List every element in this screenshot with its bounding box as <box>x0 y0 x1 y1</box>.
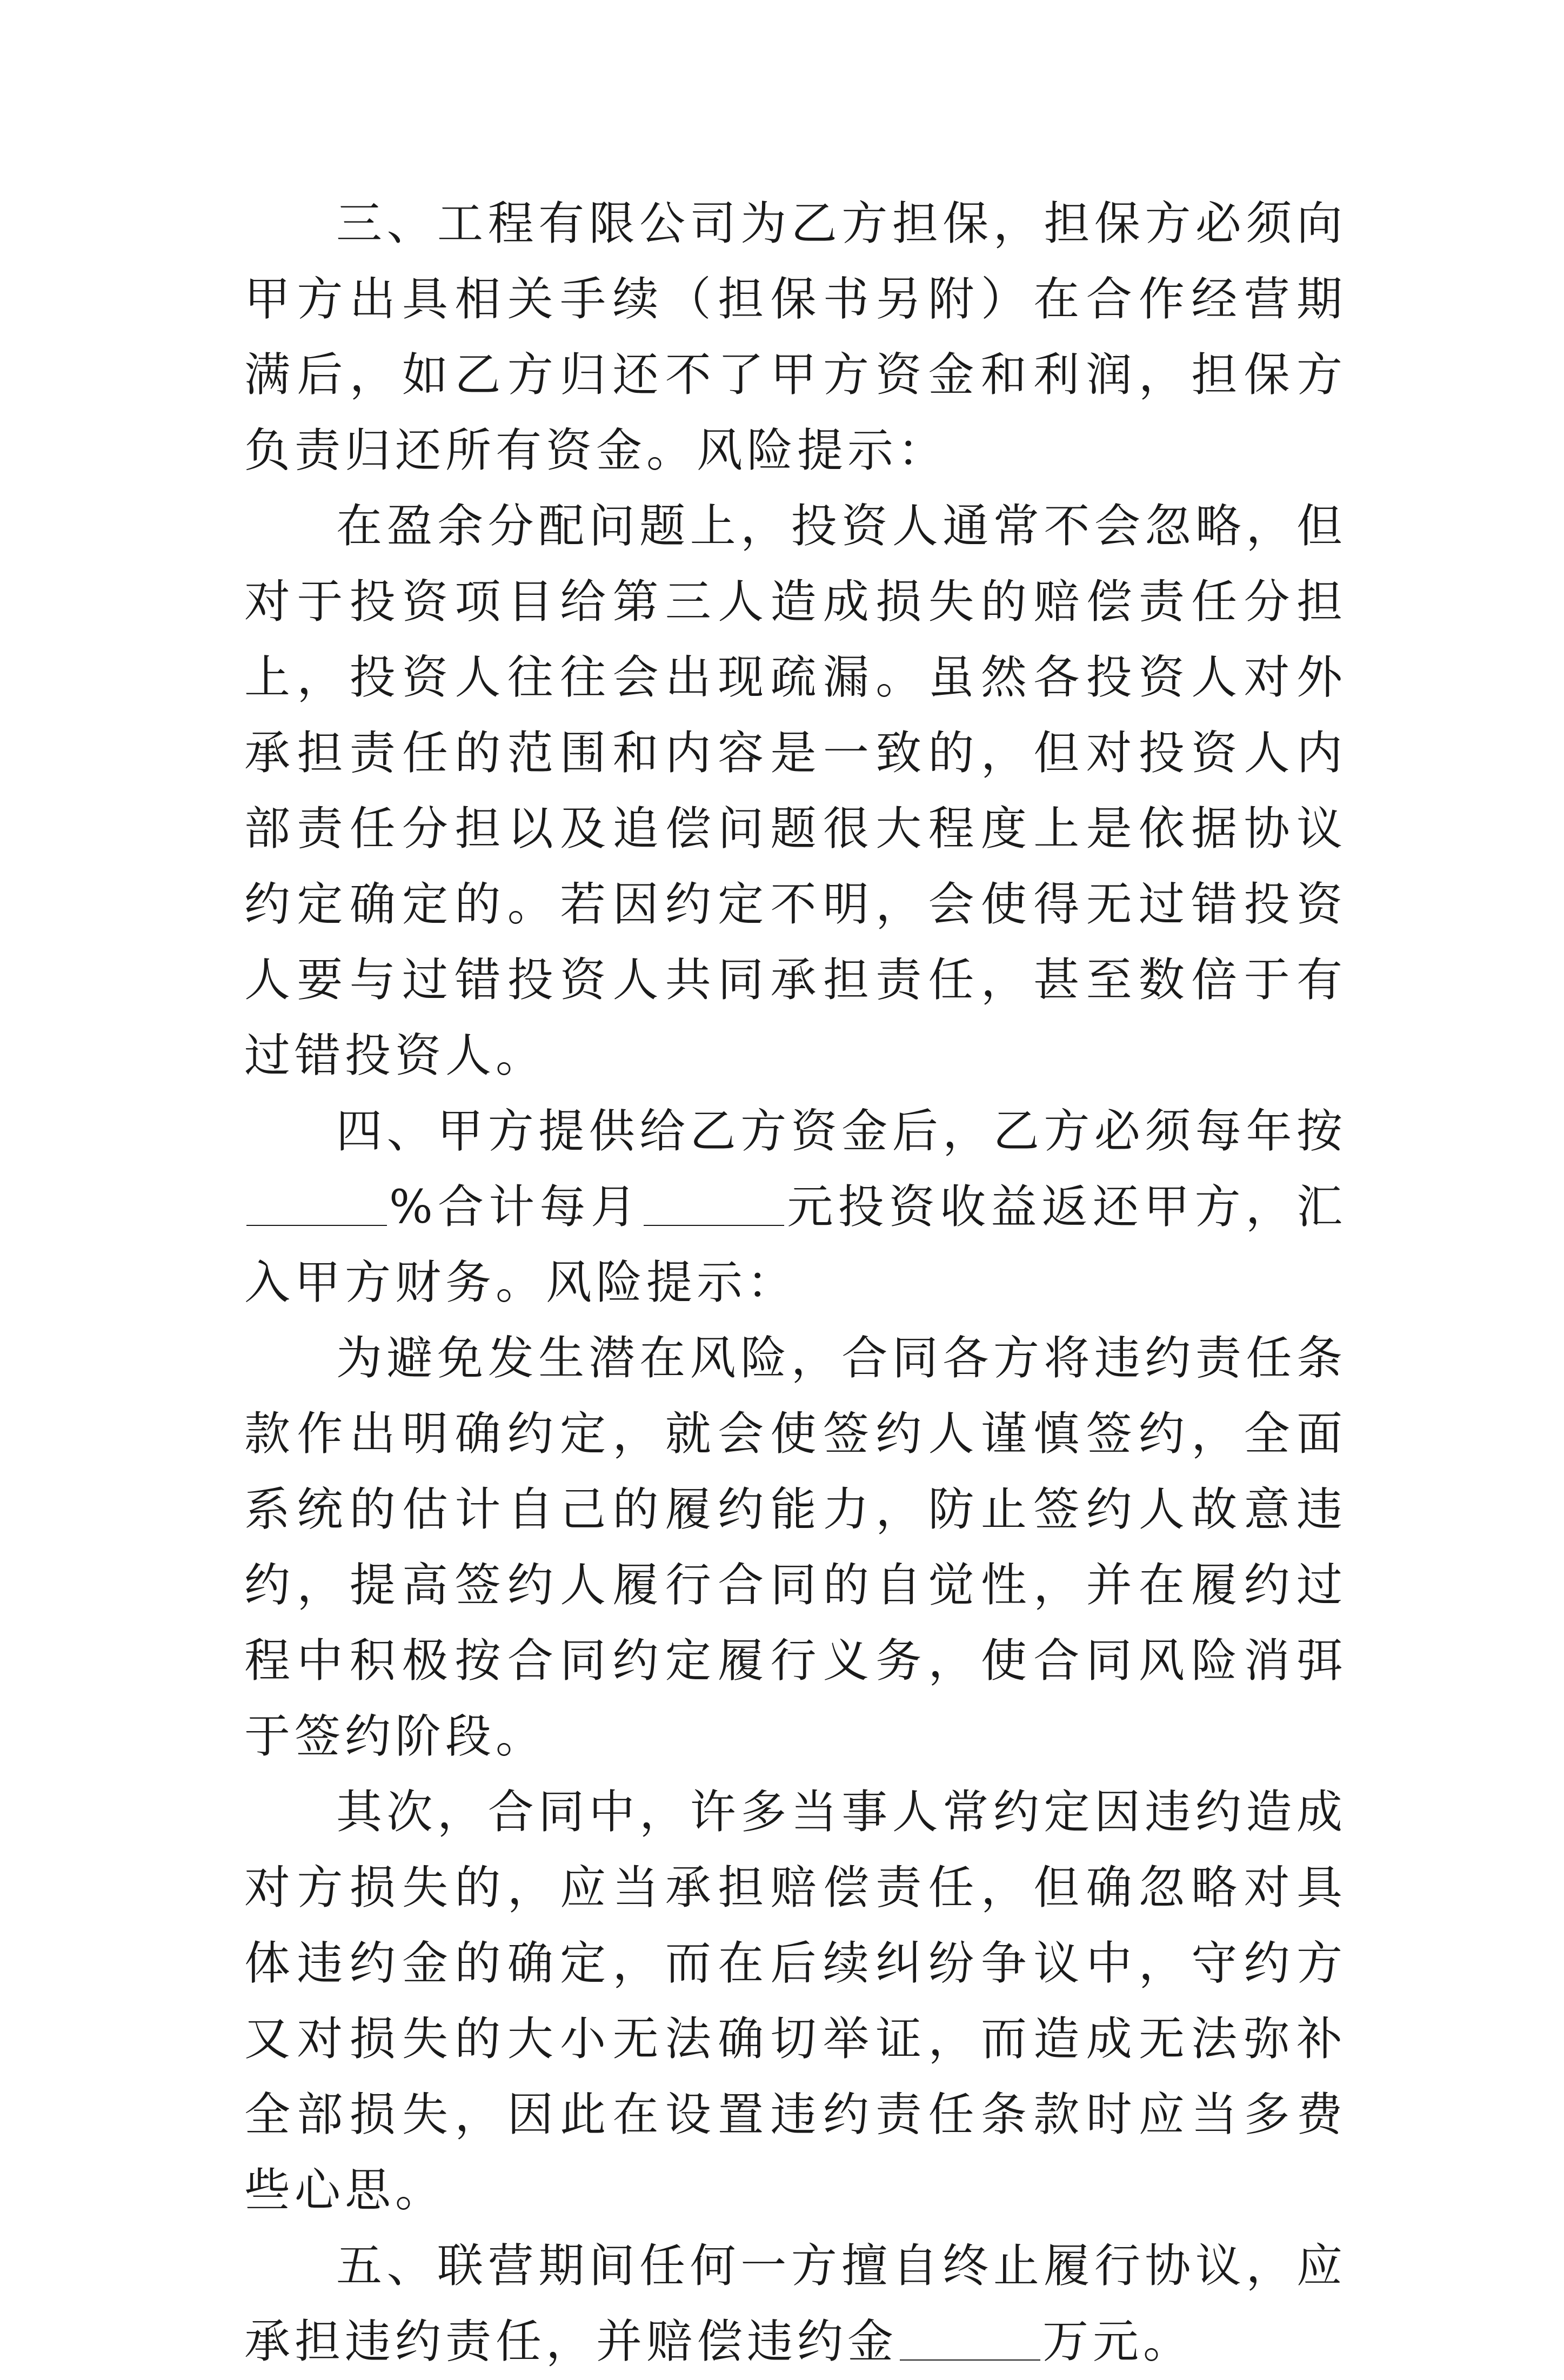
paragraph-clause-4 <box>244 1094 1347 1321</box>
risk-note-2-text: 为避免发生潜在风险，合同各方将违约责任条款作出明确约定，就会使签约人谨慎签约，全面系统的估计自己的履约能力，防止签约人故意违约，提高签约人履行合同的自觉性，并在履约过程中积极按合同约定履行义务，使合同风险消弭于签约阶段。 <box>244 1332 1347 1764</box>
percent-blank-field[interactable] <box>246 1179 387 1226</box>
clause-5-text-part-2: 万元。 <box>1042 2315 1194 2369</box>
penalty-amount-blank-field[interactable] <box>900 2314 1040 2361</box>
clause-4-text-part-2: %合计每月 <box>389 1181 642 1234</box>
paragraph-risk-note-2 <box>244 1321 1347 1775</box>
paragraph-risk-note-1 <box>244 489 1347 1094</box>
clause-5-text-part-1: 五、联营期间任何一方擅自终止履行协议，应承担违约责任，并赔偿违约金 <box>244 2240 1347 2369</box>
document-body <box>244 186 1347 2380</box>
paragraph-clause-3 <box>244 186 1347 489</box>
clause-3-text: 三、工程有限公司为乙方担保，担保方必须向甲方出具相关手续（担保书另附）在合作经营期满后，如乙方归还不了甲方资金和利润，担保方负责归还所有资金。风险提示： <box>244 197 1347 478</box>
paragraph-risk-note-3 <box>244 1775 1347 2229</box>
paragraph-clause-5 <box>244 2229 1347 2380</box>
monthly-amount-blank-field[interactable] <box>644 1179 784 1226</box>
risk-note-3-text: 其次，合同中，许多当事人常约定因违约造成对方损失的，应当承担赔偿责任，但确忽略对具体违约金的确定，而在后续纠纷争议中，守约方又对损失的大小无法确切举证，而造成无法弥补全部损失，因此在设置违约责任条款时应当多费些心思。 <box>244 1786 1347 2217</box>
risk-note-1-text: 在盈余分配问题上，投资人通常不会忽略，但对于投资项目给第三人造成损失的赔偿责任分担上，投资人往往会出现疏漏。虽然各投资人对外承担责任的范围和内容是一致的，但对投资人内部责任分担以及追偿问题很大程度上是依据协议约定确定的。若因约定不明，会使得无过错投资人要与过错投资人共同承担责任，甚至数倍于有过错投资人。 <box>244 500 1347 1083</box>
clause-4-text-part-1: 四、甲方提供给乙方资金后，乙方必须每年按 <box>336 1105 1347 1158</box>
clause-4-text-part-3: 元投资收益返还甲方，汇入甲方财务。风险提示： <box>244 1181 1347 1310</box>
